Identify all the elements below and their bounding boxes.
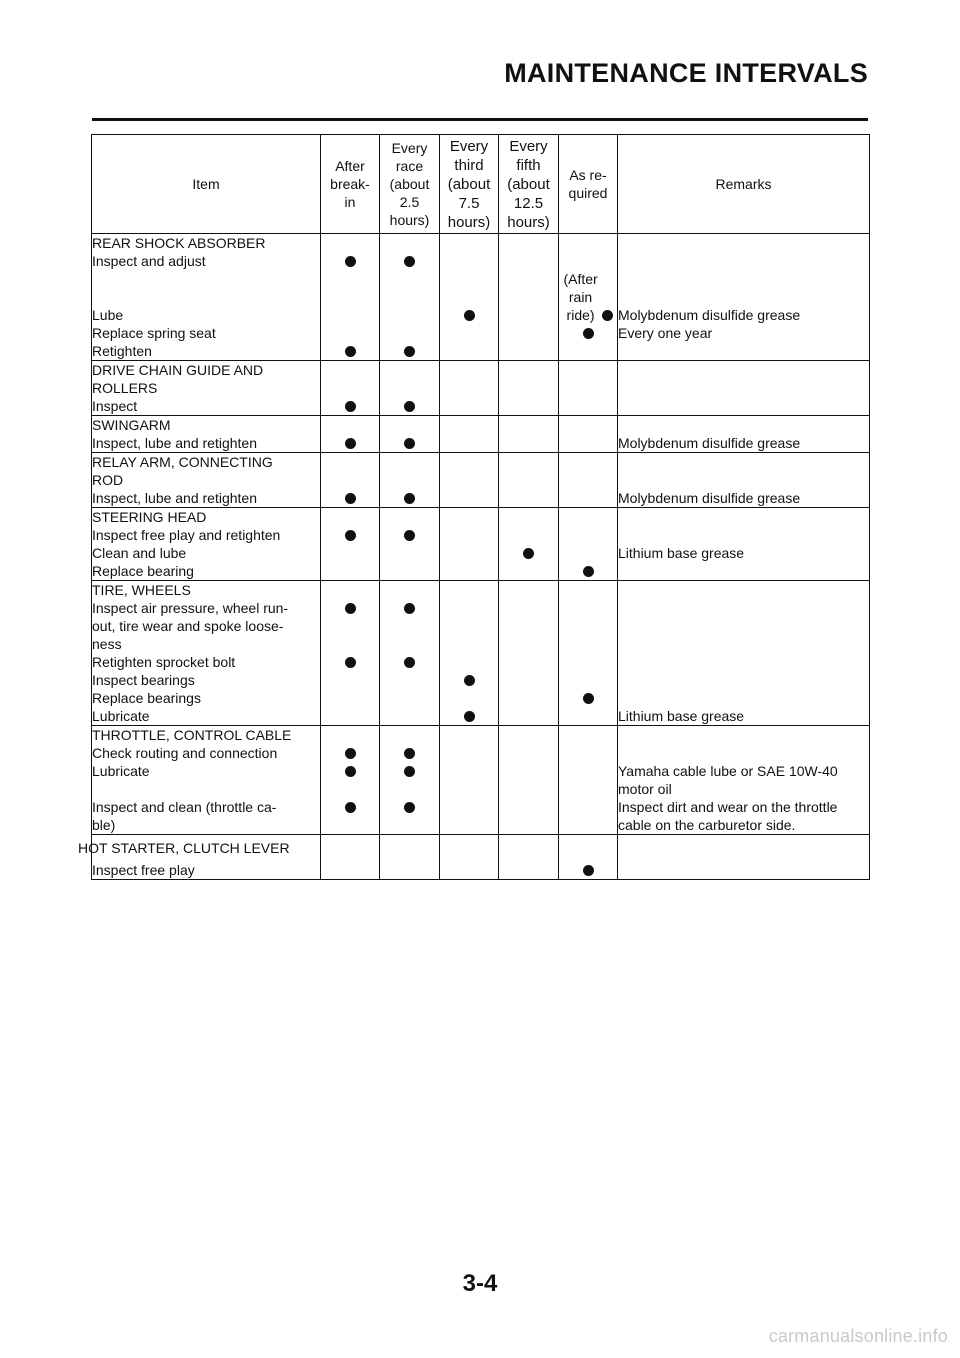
empty-cell — [559, 361, 618, 398]
bullet-icon — [345, 493, 356, 504]
empty-cell — [440, 581, 499, 600]
interval-cell — [559, 434, 618, 453]
interval-cell — [440, 671, 499, 689]
item-label: Inspect free play and retighten — [92, 527, 281, 543]
maintenance-intervals-table — [78, 134, 870, 880]
item-label: Replace bearing — [92, 563, 194, 579]
interval-cell — [499, 544, 559, 562]
interval-cell — [559, 835, 618, 880]
maintenance-item — [92, 324, 321, 342]
empty-cell — [440, 361, 499, 398]
col-header-remarks: Remarks — [618, 135, 870, 234]
col-header-after-break-in: After break- in — [321, 135, 380, 234]
item-label: Lube — [92, 307, 124, 323]
bullet-icon — [345, 256, 356, 267]
item-label: Inspect — [92, 398, 138, 414]
col-header-as-required: As re- quired — [559, 135, 618, 234]
maintenance-item — [92, 397, 321, 416]
remarks-cell — [618, 707, 870, 726]
section-header-row — [92, 416, 870, 435]
bullet-icon — [345, 802, 356, 813]
remarks-text: Molybdenum disulfide grease — [618, 307, 801, 323]
interval-cell — [440, 798, 499, 835]
table-row — [92, 744, 870, 762]
table-row — [92, 526, 870, 544]
interval-cell — [499, 434, 559, 453]
interval-cell — [380, 397, 440, 416]
interval-cell — [440, 544, 499, 562]
interval-cell — [380, 835, 440, 880]
interval-cell — [380, 671, 440, 689]
interval-cell — [559, 342, 618, 361]
bullet-icon — [404, 802, 415, 813]
bullet-icon — [404, 657, 415, 668]
empty-cell — [380, 726, 440, 745]
item-label: Inspect and adjust — [92, 253, 206, 269]
interval-cell — [499, 835, 559, 880]
bullet-icon — [345, 657, 356, 668]
maintenance-item — [92, 544, 321, 562]
bullet-icon — [345, 748, 356, 759]
interval-cell — [440, 835, 499, 880]
bullet-icon — [404, 438, 415, 449]
empty-cell — [321, 453, 380, 490]
remarks-cell — [618, 270, 870, 324]
empty-cell — [499, 581, 559, 600]
interval-cell — [321, 707, 380, 726]
bullet-icon — [404, 401, 415, 412]
empty-cell — [380, 416, 440, 435]
interval-cell — [440, 689, 499, 707]
interval-cell — [499, 762, 559, 798]
remarks-text: Lithium base grease — [618, 708, 745, 724]
interval-cell — [321, 689, 380, 707]
section-category: TIRE, WHEELS — [92, 582, 191, 598]
empty-cell — [499, 508, 559, 527]
bullet-icon — [345, 401, 356, 412]
interval-cell — [499, 252, 559, 270]
maintenance-item — [92, 798, 321, 835]
empty-cell — [440, 453, 499, 490]
table-row — [92, 270, 870, 324]
item-label: Inspect bearings — [92, 672, 195, 688]
interval-cell — [440, 562, 499, 581]
table-row — [92, 689, 870, 707]
empty-cell — [380, 508, 440, 527]
remarks-cell — [618, 324, 870, 342]
bullet-icon — [404, 346, 415, 357]
interval-cell — [499, 324, 559, 342]
table-row — [92, 434, 870, 453]
col-header-every-fifth: Every fifth (about 12.5 hours) — [499, 135, 559, 234]
interval-cell — [321, 835, 380, 880]
section-category: STEERING HEAD — [92, 509, 207, 525]
interval-cell — [559, 744, 618, 762]
remarks-cell — [618, 252, 870, 270]
interval-cell — [321, 342, 380, 361]
remarks-cell — [618, 599, 870, 653]
empty-cell — [440, 234, 499, 253]
remarks-cell — [618, 653, 870, 671]
empty-cell — [559, 416, 618, 435]
empty-cell — [618, 453, 870, 490]
bullet-icon — [345, 766, 356, 777]
interval-cell — [321, 744, 380, 762]
empty-cell — [380, 581, 440, 600]
empty-cell — [618, 361, 870, 398]
bullet-icon — [404, 748, 415, 759]
empty-cell — [380, 234, 440, 253]
interval-cell — [321, 270, 380, 324]
interval-cell — [499, 526, 559, 544]
section-category: REAR SHOCK ABSORBER — [92, 235, 266, 251]
interval-cell — [499, 653, 559, 671]
interval-cell — [440, 762, 499, 798]
table-row — [92, 653, 870, 671]
section-category: RELAY ARM, CONNECTING ROD — [92, 454, 273, 488]
interval-cell — [559, 270, 618, 324]
section-category-cell — [92, 508, 321, 527]
table-row — [92, 397, 870, 416]
empty-cell — [559, 581, 618, 600]
remarks-cell — [618, 434, 870, 453]
col-header-every-race: Every race (about 2.5 hours) — [380, 135, 440, 234]
interval-cell — [321, 397, 380, 416]
interval-cell — [440, 434, 499, 453]
maintenance-item — [92, 252, 321, 270]
section-category-cell — [92, 726, 321, 745]
interval-cell — [499, 342, 559, 361]
interval-cell — [380, 707, 440, 726]
interval-cell — [499, 489, 559, 508]
empty-cell — [618, 726, 870, 745]
empty-cell — [321, 726, 380, 745]
interval-cell — [559, 689, 618, 707]
item-label: Clean and lube — [92, 545, 187, 561]
interval-cell — [559, 653, 618, 671]
item-label: Lubricate — [92, 708, 150, 724]
bullet-icon — [345, 603, 356, 614]
section-category: HOT STARTER, CLUTCH LEVER — [78, 840, 290, 856]
empty-cell — [559, 234, 618, 253]
interval-cell — [380, 324, 440, 342]
empty-cell — [559, 726, 618, 745]
interval-cell — [380, 798, 440, 835]
empty-cell — [559, 508, 618, 527]
interval-cell — [499, 689, 559, 707]
interval-cell — [321, 599, 380, 653]
bullet-icon — [583, 865, 594, 876]
bullet-icon — [345, 530, 356, 541]
table-row — [92, 835, 870, 880]
interval-cell — [321, 562, 380, 581]
empty-cell — [618, 581, 870, 600]
as-required-note: (After rain ride) — [563, 271, 598, 323]
item-label: Check routing and connection — [92, 745, 278, 761]
remarks-text: Molybdenum disulfide grease — [618, 435, 801, 451]
interval-cell — [440, 653, 499, 671]
item-label: Inspect air pressure, wheel run- out, tire wear and spoke loose- ness — [92, 600, 289, 652]
section-category-cell — [92, 361, 321, 398]
empty-cell — [499, 726, 559, 745]
interval-cell — [321, 653, 380, 671]
interval-cell — [321, 798, 380, 835]
empty-cell — [321, 361, 380, 398]
interval-cell — [499, 599, 559, 653]
section-category: DRIVE CHAIN GUIDE AND ROLLERS — [92, 362, 264, 396]
title-rule — [92, 118, 868, 121]
interval-cell — [499, 798, 559, 835]
empty-cell — [559, 453, 618, 490]
bullet-icon — [464, 675, 475, 686]
table-row — [92, 671, 870, 689]
empty-cell — [321, 581, 380, 600]
bullet-icon — [345, 438, 356, 449]
remarks-cell — [618, 689, 870, 707]
empty-cell — [380, 361, 440, 398]
interval-cell — [440, 707, 499, 726]
interval-cell — [380, 252, 440, 270]
section-header-row — [92, 726, 870, 745]
interval-cell — [559, 526, 618, 544]
interval-cell — [321, 252, 380, 270]
item-label: Lubricate — [92, 763, 150, 779]
empty-cell — [499, 234, 559, 253]
bullet-icon — [602, 310, 613, 321]
remarks-text: Molybdenum disulfide grease — [618, 490, 801, 506]
interval-cell — [321, 324, 380, 342]
interval-cell — [440, 342, 499, 361]
interval-cell — [380, 653, 440, 671]
empty-cell — [440, 416, 499, 435]
section-header-row — [92, 508, 870, 527]
interval-cell — [380, 562, 440, 581]
section-category-cell — [92, 416, 321, 435]
empty-cell — [618, 416, 870, 435]
item-label: Inspect, lube and retighten — [92, 490, 258, 506]
table-row — [92, 562, 870, 581]
interval-cell — [499, 397, 559, 416]
maintenance-item — [92, 270, 321, 324]
item-label: Replace bearings — [92, 690, 201, 706]
interval-cell — [440, 270, 499, 324]
interval-cell — [559, 489, 618, 508]
maintenance-item — [92, 342, 321, 361]
item-label: Inspect free play — [92, 862, 195, 878]
empty-cell — [499, 361, 559, 398]
interval-cell — [499, 270, 559, 324]
interval-cell — [380, 689, 440, 707]
interval-cell — [380, 762, 440, 798]
page-title: MAINTENANCE INTERVALS — [504, 58, 868, 88]
table-row — [92, 599, 870, 653]
section-header-row — [92, 361, 870, 398]
table-row — [92, 798, 870, 835]
interval-cell — [559, 544, 618, 562]
interval-cell — [321, 489, 380, 508]
interval-cell — [440, 489, 499, 508]
interval-cell — [321, 434, 380, 453]
interval-cell — [440, 744, 499, 762]
table-row — [92, 342, 870, 361]
remarks-cell — [618, 489, 870, 508]
interval-cell — [559, 397, 618, 416]
bullet-icon — [404, 766, 415, 777]
interval-cell — [440, 599, 499, 653]
maintenance-item — [78, 835, 321, 880]
interval-cell — [380, 744, 440, 762]
interval-cell — [380, 599, 440, 653]
section-category-cell — [92, 234, 321, 253]
bullet-icon — [464, 310, 475, 321]
empty-cell — [321, 416, 380, 435]
watermark: carmanualsonline.info — [768, 1326, 948, 1346]
interval-cell — [559, 671, 618, 689]
interval-cell — [380, 489, 440, 508]
col-header-every-third: Every third (about 7.5 hours) — [440, 135, 499, 234]
bullet-icon — [404, 530, 415, 541]
remarks-cell — [618, 397, 870, 416]
empty-cell — [380, 453, 440, 490]
interval-cell — [499, 744, 559, 762]
section-header-row — [92, 453, 870, 490]
table-row — [92, 252, 870, 270]
empty-cell — [321, 234, 380, 253]
remarks-cell — [618, 835, 870, 880]
maintenance-item — [92, 434, 321, 453]
bullet-icon — [464, 711, 475, 722]
interval-cell — [321, 671, 380, 689]
interval-cell — [440, 526, 499, 544]
remarks-cell — [618, 544, 870, 562]
item-label: Replace spring seat — [92, 325, 216, 341]
bullet-icon — [404, 256, 415, 267]
col-header-item: Item — [92, 135, 321, 234]
interval-cell — [440, 397, 499, 416]
maintenance-item — [92, 671, 321, 689]
remarks-cell — [618, 762, 870, 798]
interval-cell — [559, 798, 618, 835]
maintenance-item — [92, 762, 321, 798]
table-body — [78, 234, 870, 880]
interval-cell — [380, 342, 440, 361]
table-row — [92, 762, 870, 798]
empty-cell — [321, 508, 380, 527]
interval-cell — [499, 562, 559, 581]
interval-cell — [321, 544, 380, 562]
bullet-icon — [345, 346, 356, 357]
interval-cell — [321, 526, 380, 544]
remarks-cell — [618, 342, 870, 361]
maintenance-item — [92, 744, 321, 762]
table-row — [92, 489, 870, 508]
remarks-text: Inspect dirt and wear on the throttle cable on the carburetor side. — [618, 799, 838, 833]
remarks-cell — [618, 562, 870, 581]
section-header-row — [92, 581, 870, 600]
remarks-cell — [618, 798, 870, 835]
interval-cell — [440, 252, 499, 270]
table-header-row — [92, 135, 870, 234]
section-category-cell — [92, 581, 321, 600]
maintenance-item — [92, 653, 321, 671]
interval-cell — [380, 270, 440, 324]
empty-cell — [440, 508, 499, 527]
interval-cell — [440, 324, 499, 342]
item-label: Inspect and clean (throttle ca- ble) — [92, 799, 277, 833]
table-row — [92, 707, 870, 726]
table-header — [92, 135, 870, 234]
interval-cell — [499, 671, 559, 689]
section-category-cell — [92, 453, 321, 490]
interval-cell — [380, 526, 440, 544]
bullet-icon — [523, 548, 534, 559]
remarks-text: Yamaha cable lube or SAE 10W-40 motor oil — [618, 763, 838, 797]
maintenance-item — [92, 689, 321, 707]
interval-cell — [559, 324, 618, 342]
interval-cell — [559, 252, 618, 270]
remarks-cell — [618, 671, 870, 689]
empty-cell — [440, 726, 499, 745]
empty-cell — [499, 453, 559, 490]
item-label: Inspect, lube and retighten — [92, 435, 258, 451]
empty-cell — [499, 416, 559, 435]
bullet-icon — [583, 566, 594, 577]
interval-cell — [380, 434, 440, 453]
maintenance-item — [92, 707, 321, 726]
section-header-row — [92, 234, 870, 253]
interval-cell — [499, 707, 559, 726]
interval-cell — [559, 599, 618, 653]
empty-cell — [618, 508, 870, 527]
section-category: THROTTLE, CONTROL CABLE — [92, 727, 292, 743]
remarks-cell — [618, 526, 870, 544]
maintenance-item — [92, 562, 321, 581]
bullet-icon — [583, 328, 594, 339]
interval-cell — [380, 544, 440, 562]
bullet-icon — [583, 693, 594, 704]
bullet-icon — [404, 603, 415, 614]
remarks-cell — [618, 744, 870, 762]
empty-cell — [618, 234, 870, 253]
table-row — [92, 544, 870, 562]
section-category: SWINGARM — [92, 417, 171, 433]
maintenance-item — [92, 489, 321, 508]
bullet-icon — [404, 493, 415, 504]
table-row — [92, 324, 870, 342]
maintenance-item — [92, 599, 321, 653]
page-number: 3-4 — [462, 1270, 498, 1297]
interval-cell — [559, 707, 618, 726]
remarks-text: Lithium base grease — [618, 545, 745, 561]
item-label: Retighten sprocket bolt — [92, 654, 236, 670]
interval-cell — [321, 762, 380, 798]
item-label: Retighten — [92, 343, 152, 359]
remarks-text: Every one year — [618, 325, 713, 341]
interval-cell — [559, 762, 618, 798]
maintenance-item — [92, 526, 321, 544]
interval-cell — [559, 562, 618, 581]
